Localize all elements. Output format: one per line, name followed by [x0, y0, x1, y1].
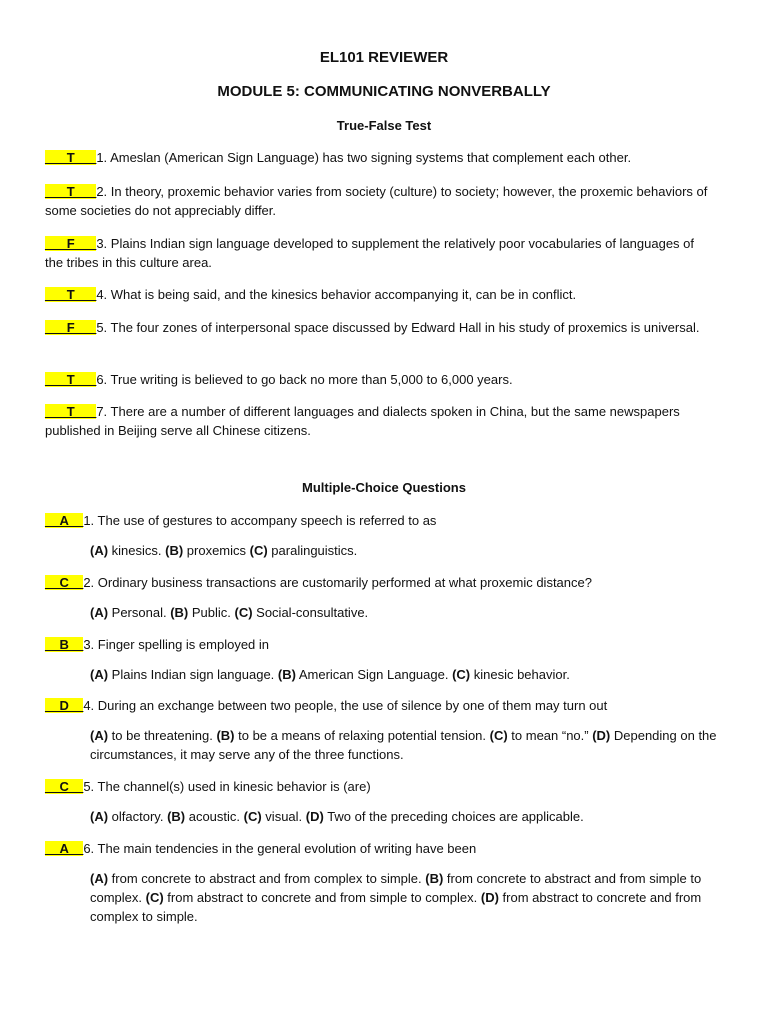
option-letter: (B) — [167, 809, 186, 824]
tf-question-3 — [45, 234, 725, 272]
option-letter: (C) — [234, 605, 253, 620]
mc-options-2 — [90, 603, 720, 622]
option-text: American Sign Language. — [295, 667, 453, 682]
mc-question-5 — [45, 777, 725, 796]
tf-text-5: 5. The four zones of interpersonal space discussed by Edward Hall in his study of proxemics is universal. — [96, 320, 700, 335]
tf-question-5 — [45, 318, 725, 337]
mc-question-3 — [45, 635, 725, 654]
tf-question-4 — [45, 285, 725, 304]
option-letter: (B) — [216, 728, 235, 743]
option-text: Plains Indian sign language. — [108, 667, 278, 682]
option-letter: (C) — [249, 543, 268, 558]
option-letter: (A) — [90, 605, 109, 620]
mc-answer-2: __C__ — [45, 575, 84, 590]
tf-text-2: 2. In theory, proxemic behavior varies from society (culture) to society; however, the proxemic behaviors of some societies do not appreciably differ. — [45, 184, 708, 218]
mc-answer-6: __A__ — [45, 841, 84, 856]
option-letter: (D) — [305, 809, 324, 824]
option-letter: (A) — [90, 728, 109, 743]
mc-answer-5: __C__ — [45, 779, 84, 794]
option-letter: (B) — [277, 667, 296, 682]
tf-question-6 — [45, 370, 725, 389]
option-letter: (A) — [90, 543, 109, 558]
mc-options-4 — [90, 726, 720, 764]
option-letter: (C) — [243, 809, 262, 824]
option-letter: (C) — [489, 728, 508, 743]
mc-text-3: 3. Finger spelling is employed in — [83, 637, 270, 652]
tf-answer-2: ___T___ — [45, 184, 97, 199]
multiple-choice-heading: Multiple-Choice Questions — [302, 480, 466, 495]
option-text: to be a means of relaxing potential tension. — [234, 728, 490, 743]
tf-text-4: 4. What is being said, and the kinesics behavior accompanying it, can be in conflict. — [96, 287, 577, 302]
mc-options-1 — [90, 541, 720, 560]
tf-answer-3: ___F___ — [45, 236, 97, 251]
mc-text-2: 2. Ordinary business transactions are customarily performed at what proxemic distance? — [83, 575, 592, 590]
option-text: Two of the preceding choices are applicable. — [323, 809, 584, 824]
option-text: paralinguistics. — [267, 543, 358, 558]
true-false-heading: True-False Test — [336, 118, 432, 133]
mc-options-6 — [90, 869, 720, 926]
tf-text-1: 1. Ameslan (American Sign Language) has two signing systems that complement each other. — [96, 150, 632, 165]
module-title: MODULE 5: COMMUNICATING NONVERBALLY — [217, 83, 551, 100]
option-letter: (D) — [480, 890, 499, 905]
mc-text-6: 6. The main tendencies in the general evolution of writing have been — [83, 841, 477, 856]
mc-question-2 — [45, 573, 725, 592]
option-text: Public. — [188, 605, 235, 620]
option-letter: (B) — [425, 871, 444, 886]
option-letter: (C) — [145, 890, 164, 905]
option-text: Depending on the circumstances, it may serve any of the three functions. — [90, 728, 717, 762]
option-text: proxemics — [183, 543, 250, 558]
mc-options-5 — [90, 807, 720, 826]
mc-answer-3: __B__ — [45, 637, 84, 652]
option-text: Personal. — [108, 605, 171, 620]
option-text: olfactory. — [108, 809, 168, 824]
option-text: to be threatening. — [108, 728, 217, 743]
option-text: visual. — [261, 809, 306, 824]
option-text: from concrete to abstract and from simple to complex. — [90, 871, 702, 905]
tf-answer-4: ___T___ — [45, 287, 97, 302]
mc-text-4: 4. During an exchange between two people, the use of silence by one of them may turn out — [83, 698, 608, 713]
tf-answer-1: ___T___ — [45, 150, 97, 165]
mc-text-1: 1. The use of gestures to accompany speech is referred to as — [83, 513, 437, 528]
tf-answer-5: ___F___ — [45, 320, 97, 335]
option-letter: (D) — [592, 728, 611, 743]
tf-question-1 — [45, 148, 725, 167]
option-letter: (B) — [170, 605, 189, 620]
option-text: acoustic. — [185, 809, 244, 824]
mc-question-4 — [45, 696, 725, 715]
tf-text-7: 7. There are a number of different languages and dialects spoken in China, but the same newspapers published in Beijing serve all Chinese citizens. — [45, 404, 680, 438]
tf-text-3: 3. Plains Indian sign language developed to supplement the relatively poor vocabularies of languages of the tribes in this culture area. — [45, 236, 709, 270]
tf-question-7 — [45, 402, 725, 440]
option-text: from abstract to concrete and from simple to complex. — [163, 890, 481, 905]
tf-answer-7: ___T___ — [45, 404, 97, 419]
option-letter: (A) — [90, 871, 109, 886]
option-letter: (A) — [90, 667, 109, 682]
option-text: Social-consultative. — [252, 605, 369, 620]
document-title: EL101 REVIEWER — [319, 49, 449, 66]
option-text: kinesics. — [108, 543, 166, 558]
mc-question-1 — [45, 511, 725, 530]
option-letter: (B) — [165, 543, 184, 558]
tf-answer-6: ___T___ — [45, 372, 97, 387]
option-text: kinesic behavior. — [470, 667, 570, 682]
mc-question-6 — [45, 839, 725, 858]
option-letter: (A) — [90, 809, 109, 824]
mc-answer-1: __A__ — [45, 513, 84, 528]
mc-text-5: 5. The channel(s) used in kinesic behavior is (are) — [83, 779, 371, 794]
tf-question-2 — [45, 182, 725, 220]
option-text: from concrete to abstract and from complex to simple. — [108, 871, 426, 886]
option-letter: (C) — [452, 667, 471, 682]
mc-answer-4: __D__ — [45, 698, 84, 713]
option-text: to mean “no.” — [507, 728, 593, 743]
mc-options-3 — [90, 665, 720, 684]
option-text: from abstract to concrete and from complex to simple. — [90, 890, 702, 924]
tf-text-6: 6. True writing is believed to go back no more than 5,000 to 6,000 years. — [96, 372, 513, 387]
